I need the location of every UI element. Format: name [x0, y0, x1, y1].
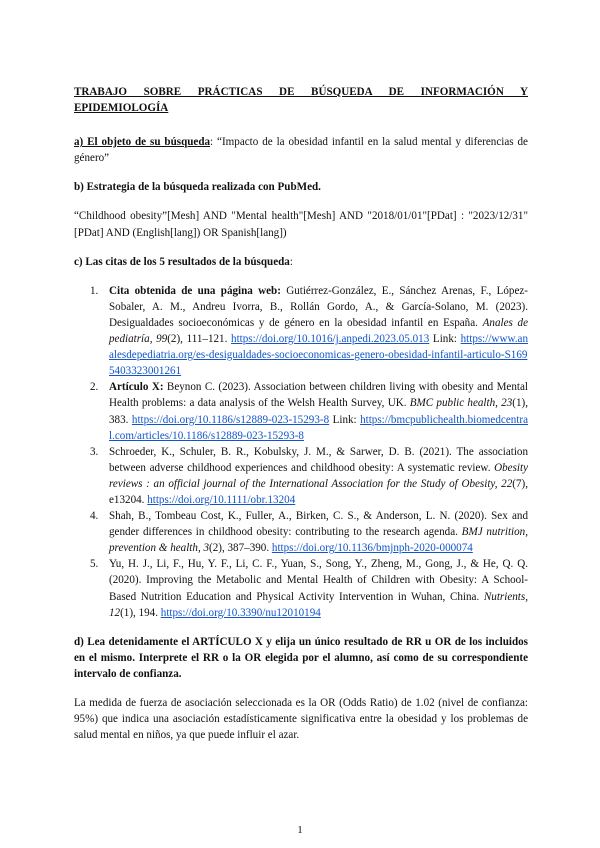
citation-item: 4. Shah, B., Tombeau Cost, K., Fuller, A., Birken, C. S., & Anderson, L. N. (2020). Sex and gender differences in childhood obesity: contributing to the research agenda. BMJ nutrition, prevention & health, 3(2), 387–390. https://doi.org/10.1136/bmjnph-2020-000074 — [90, 510, 528, 555]
citation-item: 1. Cita obtenida de una página web: Gutiérrez-González, E., Sánchez Arenas, F., López-Sobaler, A. M., Andreu Ivorra, B., Rollán Gordo, A., & García-Solano, M. (2023). Desigualdades socioeconómicas y de género en la obesidad infantil en España. Anales de pediatría, 99(2), 111–121. https://doi.org/10.1016/j.anpedi.2023.05.013 Link: https://www.analesdepediatria.org/es-desigualdades-socioeconomicas-genero-obesidad-infantil-articulo-S1695403323001261 — [90, 284, 528, 378]
citation-lead: Artículo X: — [109, 381, 164, 394]
citation-lead: Cita obtenida de una página web: — [109, 284, 281, 297]
document-title: TRABAJO SOBRE PRÁCTICAS DE BÚSQUEDA DE INFORMACIÓN Y EPIDEMIOLOGÍA — [74, 86, 528, 115]
journal-name: BMJ nutrition, prevention & health — [109, 526, 528, 555]
section-a — [74, 134, 528, 166]
doi-link[interactable]: https://doi.org/10.1111/obr.13204 — [147, 493, 296, 506]
section-d-answer: La medida de fuerza de asociación seleccionada es la OR (Odds Ratio) de 1.02 (nivel de confianza: 95%) que indica una asociación estadísticamente significativa entre la obesidad y los problemas de salud mental en niños, ya que puede influir el azar. — [74, 697, 528, 742]
journal-name: BMC public health — [409, 397, 496, 410]
section-c-heading: c) Las citas de los 5 resultados de la búsqueda: — [74, 255, 293, 268]
doi-link[interactable]: https://doi.org/10.3390/nu12010194 — [160, 606, 321, 619]
page-number: 1 — [297, 824, 303, 836]
journal-name: Nutrients — [483, 590, 526, 603]
citation-item: 2. Artículo X: Beynon C. (2023). Association between children living with obesity and Mental Health problems: a data analysis of the Welsh Health Survey, UK. BMC public health, 23(1), 383. https://doi.org/10.1186/s12889-023-15293-8 Link: https://bmcpublichealth.biomedcentral.com/articles/10.1186/s12889-023-15293-8 — [90, 381, 528, 442]
journal-name: Obesity reviews : an official journal of the International Association for the Study of Obesity — [109, 461, 528, 490]
citation-item: 3. Schroeder, K., Schuler, B. R., Kobulsky, J. M., & Sarwer, D. B. (2021). The association between adverse childhood experiences and childhood obesity: A systematic review. Obesity reviews : an official journal of the International Association for the Study of Obesity, 22(7), e13204. https://doi.org/10.1111/obr.13204 — [90, 445, 528, 506]
section-d-label: d) Lea detenidamente el ARTÍCULO X y elija un único resultado de RR u OR de los incluidos en el mismo. Interprete el RR o la OR elegida por el alumno, así como de su correspondiente intervalo de confianza. — [74, 635, 528, 680]
section-c-label: c) Las citas de los 5 resultados de la búsqueda — [74, 255, 290, 268]
document-page — [74, 84, 528, 743]
section-a-label: a) El objeto de su búsqueda — [74, 136, 211, 149]
citation-item: 5. Yu, H. J., Li, F., Hu, Y. F., Li, C. F., Yuan, S., Song, Y., Zheng, M., Gong, J., & He, Q. Q. (2020). Improving the Metabolic and Mental Health of Children with Obesity: A School-Based Nutrition Education and Physical Activity Intervention in Wuhan, China. Nutrients, 12(1), 194. https://doi.org/10.3390/nu12010194 — [90, 558, 528, 619]
section-b-label: b) Estrategia de la búsqueda realizada con PubMed. — [74, 181, 321, 194]
doi-link[interactable]: https://doi.org/10.1016/j.anpedi.2023.05.013 — [231, 333, 430, 346]
doi-link[interactable]: https://doi.org/10.1186/s12889-023-15293-8 — [131, 413, 330, 426]
search-query: “Childhood obesity”[Mesh] AND "Mental health"[Mesh] AND "2018/01/01"[PDat] : "2023/12/31"[PDat] AND (English[lang]) OR Spanish[lang]) — [74, 210, 528, 239]
web-link[interactable]: https://bmcpublichealth.biomedcentral.com/articles/10.1186/s12889-023-15293-8 — [109, 413, 528, 442]
web-link[interactable]: https://www.analesdepediatria.org/es-desigualdades-socioeconomicas-genero-obesidad-infantil-articulo-S1695403323001261 — [109, 333, 528, 378]
citation-list — [74, 283, 528, 621]
section-a-text: : “Impacto de la obesidad infantil en la salud mental y diferencias de género” — [74, 136, 528, 165]
doi-link[interactable]: https://doi.org/10.1136/bmjnph-2020-000074 — [271, 542, 473, 555]
journal-name: Anales de pediatría — [109, 316, 528, 346]
